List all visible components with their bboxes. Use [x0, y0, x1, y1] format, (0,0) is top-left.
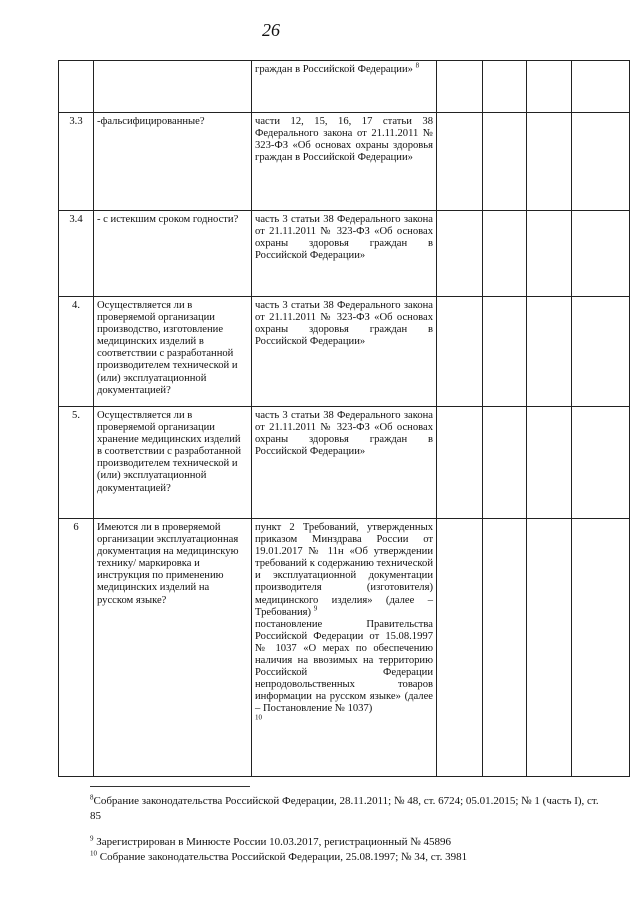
answer-cell	[572, 113, 630, 211]
row-number: 3.4	[59, 211, 94, 297]
table-row	[59, 297, 630, 407]
answer-cell	[527, 297, 572, 407]
footnote-separator	[90, 786, 250, 787]
question-cell: Осуществляется ли в проверяемой организации производство, изготовление медицинских изделий в соответствии с разработанной производителем технической и (или) эксплуатационной документацией?	[94, 297, 252, 407]
table-row	[59, 407, 630, 519]
legal-basis-cell: пункт 2 Требований, утвержденных приказом Минздрава России от 19.01.2017 № 11н «Об утверждении требований к содержанию технической и эксплуатационной документации производителя (изготовителя) медицинского изделия» (далее – Требования) $^9$ постановление Правительства Российской Федерации от 15.08.1997 № 1037 «О мерах по обеспечению наличия на ввозимых на территорию Российской Федерации непродовольственных товаров информации на русском языке» (далее – Постановление № 1037) $^{10}$	[252, 519, 437, 777]
checklist-table	[58, 60, 630, 777]
row-number: 4.	[59, 297, 94, 407]
answer-cell	[527, 407, 572, 519]
question-cell: - с истекшим сроком годности?	[94, 211, 252, 297]
question-cell: -фальсифицированные?	[94, 113, 252, 211]
answer-cell	[437, 297, 483, 407]
question-cell: Осуществляется ли в проверяемой организации хранение медицинских изделий в соответствии с разработанной производителем технической и (или) эксплуатационной документацией?	[94, 407, 252, 519]
answer-cell	[437, 61, 483, 113]
table-row	[59, 61, 630, 113]
answer-cell	[483, 519, 527, 777]
row-number: 5.	[59, 407, 94, 519]
row-number: 3.3	[59, 113, 94, 211]
answer-cell	[527, 113, 572, 211]
table-row	[59, 113, 630, 211]
answer-cell	[483, 61, 527, 113]
legal-basis-cell: части 12, 15, 16, 17 статьи 38 Федерального закона от 21.11.2011 № 323-ФЗ «Об основах охраны здоровья граждан в Российской Федерации»	[252, 113, 437, 211]
answer-cell	[527, 519, 572, 777]
answer-cell	[437, 519, 483, 777]
question-cell	[94, 61, 252, 113]
footnote-9: $^9$ Зарегистрирован в Минюсте России 10.03.2017, регистрационный № 45896	[90, 834, 451, 848]
answer-cell	[483, 113, 527, 211]
answer-cell	[527, 211, 572, 297]
page-number: 26	[262, 20, 280, 40]
answer-cell	[527, 61, 572, 113]
answer-cell	[483, 407, 527, 519]
answer-cell	[483, 211, 527, 297]
answer-cell	[572, 519, 630, 777]
table-row	[59, 519, 630, 777]
footnote-10: $^{10}$ Собрание законодательства Российской Федерации, 25.08.1997; № 34, ст. 3981	[90, 849, 468, 863]
answer-cell	[437, 407, 483, 519]
answer-cell	[572, 407, 630, 519]
footnote-8: $^8$Собрание законодательства Российской Федерации, 28.11.2011; № 48, ст. 6724; 05.01.2015; № 1 (часть I), ст. 85	[90, 793, 599, 822]
answer-cell	[483, 297, 527, 407]
legal-basis-cell: часть 3 статьи 38 Федерального закона от 21.11.2011 № 323-ФЗ «Об основах охраны здоровья граждан в Российской Федерации»	[252, 407, 437, 519]
legal-basis-cell: граждан в Российской Федерации» $^8$	[252, 61, 437, 113]
question-cell: Имеются ли в проверяемой организации эксплуатационная документация на медицинскую технику/ маркировка и инструкция по применению медицинских изделий на русском языке?	[94, 519, 252, 777]
table-row	[59, 211, 630, 297]
row-number: 6	[59, 519, 94, 777]
legal-basis-cell: часть 3 статьи 38 Федерального закона от 21.11.2011 № 323-ФЗ «Об основах охраны здоровья граждан в Российской Федерации»	[252, 297, 437, 407]
row-number	[59, 61, 94, 113]
answer-cell	[437, 113, 483, 211]
answer-cell	[572, 61, 630, 113]
legal-basis-cell: часть 3 статьи 38 Федерального закона от 21.11.2011 № 323-ФЗ «Об основах охраны здоровья граждан в Российской Федерации»	[252, 211, 437, 297]
answer-cell	[437, 211, 483, 297]
answer-cell	[572, 297, 630, 407]
answer-cell	[572, 211, 630, 297]
